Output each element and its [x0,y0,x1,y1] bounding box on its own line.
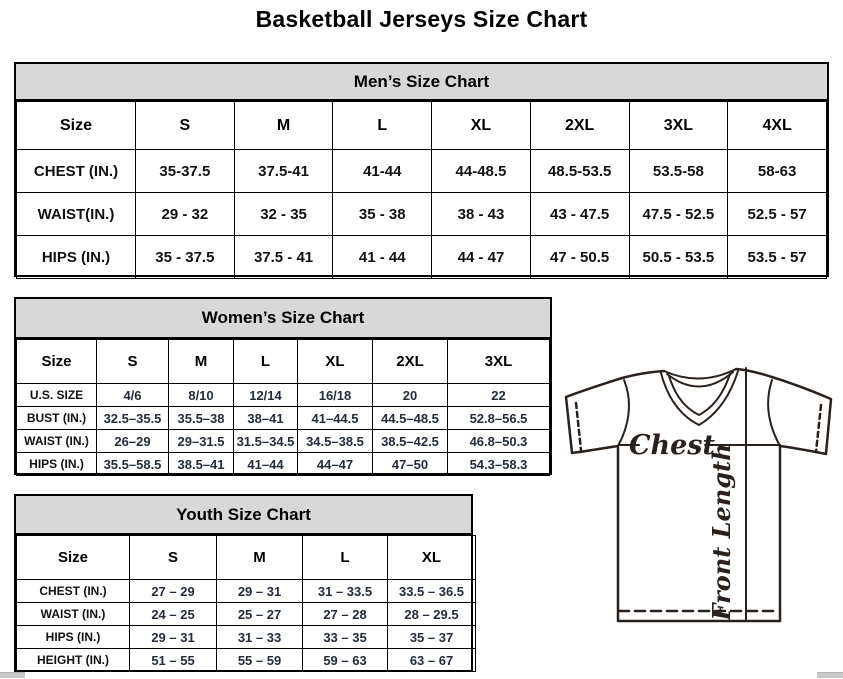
column-header: 2XL [530,102,629,150]
size-cell: 26–29 [97,430,169,453]
row-label: HIPS (IN.) [17,626,130,649]
size-cell: 47–50 [373,453,448,476]
column-header: 3XL [448,340,550,384]
size-cell: 32 - 35 [234,193,333,236]
jersey-measurement-diagram [558,362,840,628]
size-cell: 29–31.5 [169,430,234,453]
size-cell: 20 [373,384,448,407]
size-cell: 58-63 [728,150,827,193]
row-label: HEIGHT (IN.) [17,649,130,672]
size-cell: 44–47 [298,453,373,476]
row-label: CHEST (IN.) [17,150,136,193]
size-cell: 47.5 - 52.5 [629,193,728,236]
column-header: S [130,536,217,580]
column-header: M [217,536,303,580]
column-header: Size [17,536,130,580]
size-cell: 38 - 43 [432,193,531,236]
column-header: S [136,102,235,150]
front-length-label: Front Length [707,443,736,621]
size-cell: 38.5–41 [169,453,234,476]
scrollbar-fragment-right[interactable] [817,672,843,678]
table-row [17,407,550,430]
column-header: Size [17,102,136,150]
size-cell: 48.5-53.5 [530,150,629,193]
table-row [17,649,476,672]
column-header: L [234,340,298,384]
size-cell: 41–44.5 [298,407,373,430]
header-row [17,340,550,384]
size-cell: 46.8–50.3 [448,430,550,453]
size-cell: 35 - 38 [333,193,432,236]
mens-size-chart [14,62,829,277]
size-cell: 54.3–58.3 [448,453,550,476]
table-row [17,193,827,236]
mens-chart-header: Men’s Size Chart [16,64,827,101]
size-cell: 44.5–48.5 [373,407,448,430]
table-row [17,603,476,626]
row-label: BUST (IN.) [17,407,97,430]
size-cell: 27 – 28 [303,603,388,626]
size-cell: 44 - 47 [432,236,531,279]
header-row [17,536,476,580]
size-cell: 38–41 [234,407,298,430]
womens-size-chart [14,297,552,475]
womens-chart-header: Women’s Size Chart [16,299,550,339]
size-cell: 12/14 [234,384,298,407]
size-cell: 22 [448,384,550,407]
table-row [17,236,827,279]
size-cell: 27 – 29 [130,580,217,603]
size-cell: 59 – 63 [303,649,388,672]
size-cell: 41–44 [234,453,298,476]
mens-size-table [16,101,827,279]
youth-size-table [16,535,476,672]
table-row [17,430,550,453]
size-cell: 31 – 33.5 [303,580,388,603]
womens-size-table [16,339,550,476]
row-label: WAIST (IN.) [17,430,97,453]
table-row [17,150,827,193]
page-title: Basketball Jerseys Size Chart [255,6,588,32]
size-cell: 47 - 50.5 [530,236,629,279]
column-header: 2XL [373,340,448,384]
size-cell: 53.5-58 [629,150,728,193]
size-cell: 35-37.5 [136,150,235,193]
size-cell: 37.5-41 [234,150,333,193]
jersey-outline [566,369,831,621]
size-cell: 29 - 32 [136,193,235,236]
column-header: 3XL [629,102,728,150]
size-cell: 38.5–42.5 [373,430,448,453]
size-cell: 41 - 44 [333,236,432,279]
header-row [17,102,827,150]
size-cell: 41-44 [333,150,432,193]
scrollbar-fragment-left[interactable] [0,672,25,678]
size-cell: 24 – 25 [130,603,217,626]
column-header: 4XL [728,102,827,150]
size-cell: 53.5 - 57 [728,236,827,279]
column-header: Size [17,340,97,384]
size-cell: 28 – 29.5 [388,603,476,626]
size-cell: 50.5 - 53.5 [629,236,728,279]
column-header: M [169,340,234,384]
size-cell: 52.8–56.5 [448,407,550,430]
row-label: WAIST (IN.) [17,603,130,626]
youth-chart-header: Youth Size Chart [16,496,471,535]
size-cell: 63 – 67 [388,649,476,672]
collar-lines [661,369,738,425]
row-label: WAIST(IN.) [17,193,136,236]
size-cell: 16/18 [298,384,373,407]
size-cell: 35 – 37 [388,626,476,649]
size-cell: 52.5 - 57 [728,193,827,236]
row-label: CHEST (IN.) [17,580,130,603]
size-cell: 25 – 27 [217,603,303,626]
size-cell: 55 – 59 [217,649,303,672]
table-row [17,453,550,476]
column-header: XL [432,102,531,150]
size-cell: 35 - 37.5 [136,236,235,279]
size-cell: 8/10 [169,384,234,407]
jersey-icon [558,362,840,628]
size-cell: 35.5–58.5 [97,453,169,476]
size-cell: 43 - 47.5 [530,193,629,236]
column-header: M [234,102,333,150]
size-cell: 44-48.5 [432,150,531,193]
size-cell: 37.5 - 41 [234,236,333,279]
size-cell: 33.5 – 36.5 [388,580,476,603]
column-header: L [333,102,432,150]
table-row [17,626,476,649]
column-header: XL [388,536,476,580]
column-header: XL [298,340,373,384]
size-cell: 29 – 31 [217,580,303,603]
table-row [17,580,476,603]
size-cell: 31.5–34.5 [234,430,298,453]
size-cell: 51 – 55 [130,649,217,672]
size-cell: 35.5–38 [169,407,234,430]
size-cell: 32.5–35.5 [97,407,169,430]
column-header: L [303,536,388,580]
size-cell: 29 – 31 [130,626,217,649]
size-cell: 33 – 35 [303,626,388,649]
row-label: HIPS (IN.) [17,453,97,476]
size-cell: 31 – 33 [217,626,303,649]
row-label: HIPS (IN.) [17,236,136,279]
column-header: S [97,340,169,384]
youth-size-chart [14,494,473,672]
table-row [17,384,550,407]
chest-label: Chest [629,430,715,461]
row-label: U.S. SIZE [17,384,97,407]
size-cell: 4/6 [97,384,169,407]
size-cell: 34.5–38.5 [298,430,373,453]
